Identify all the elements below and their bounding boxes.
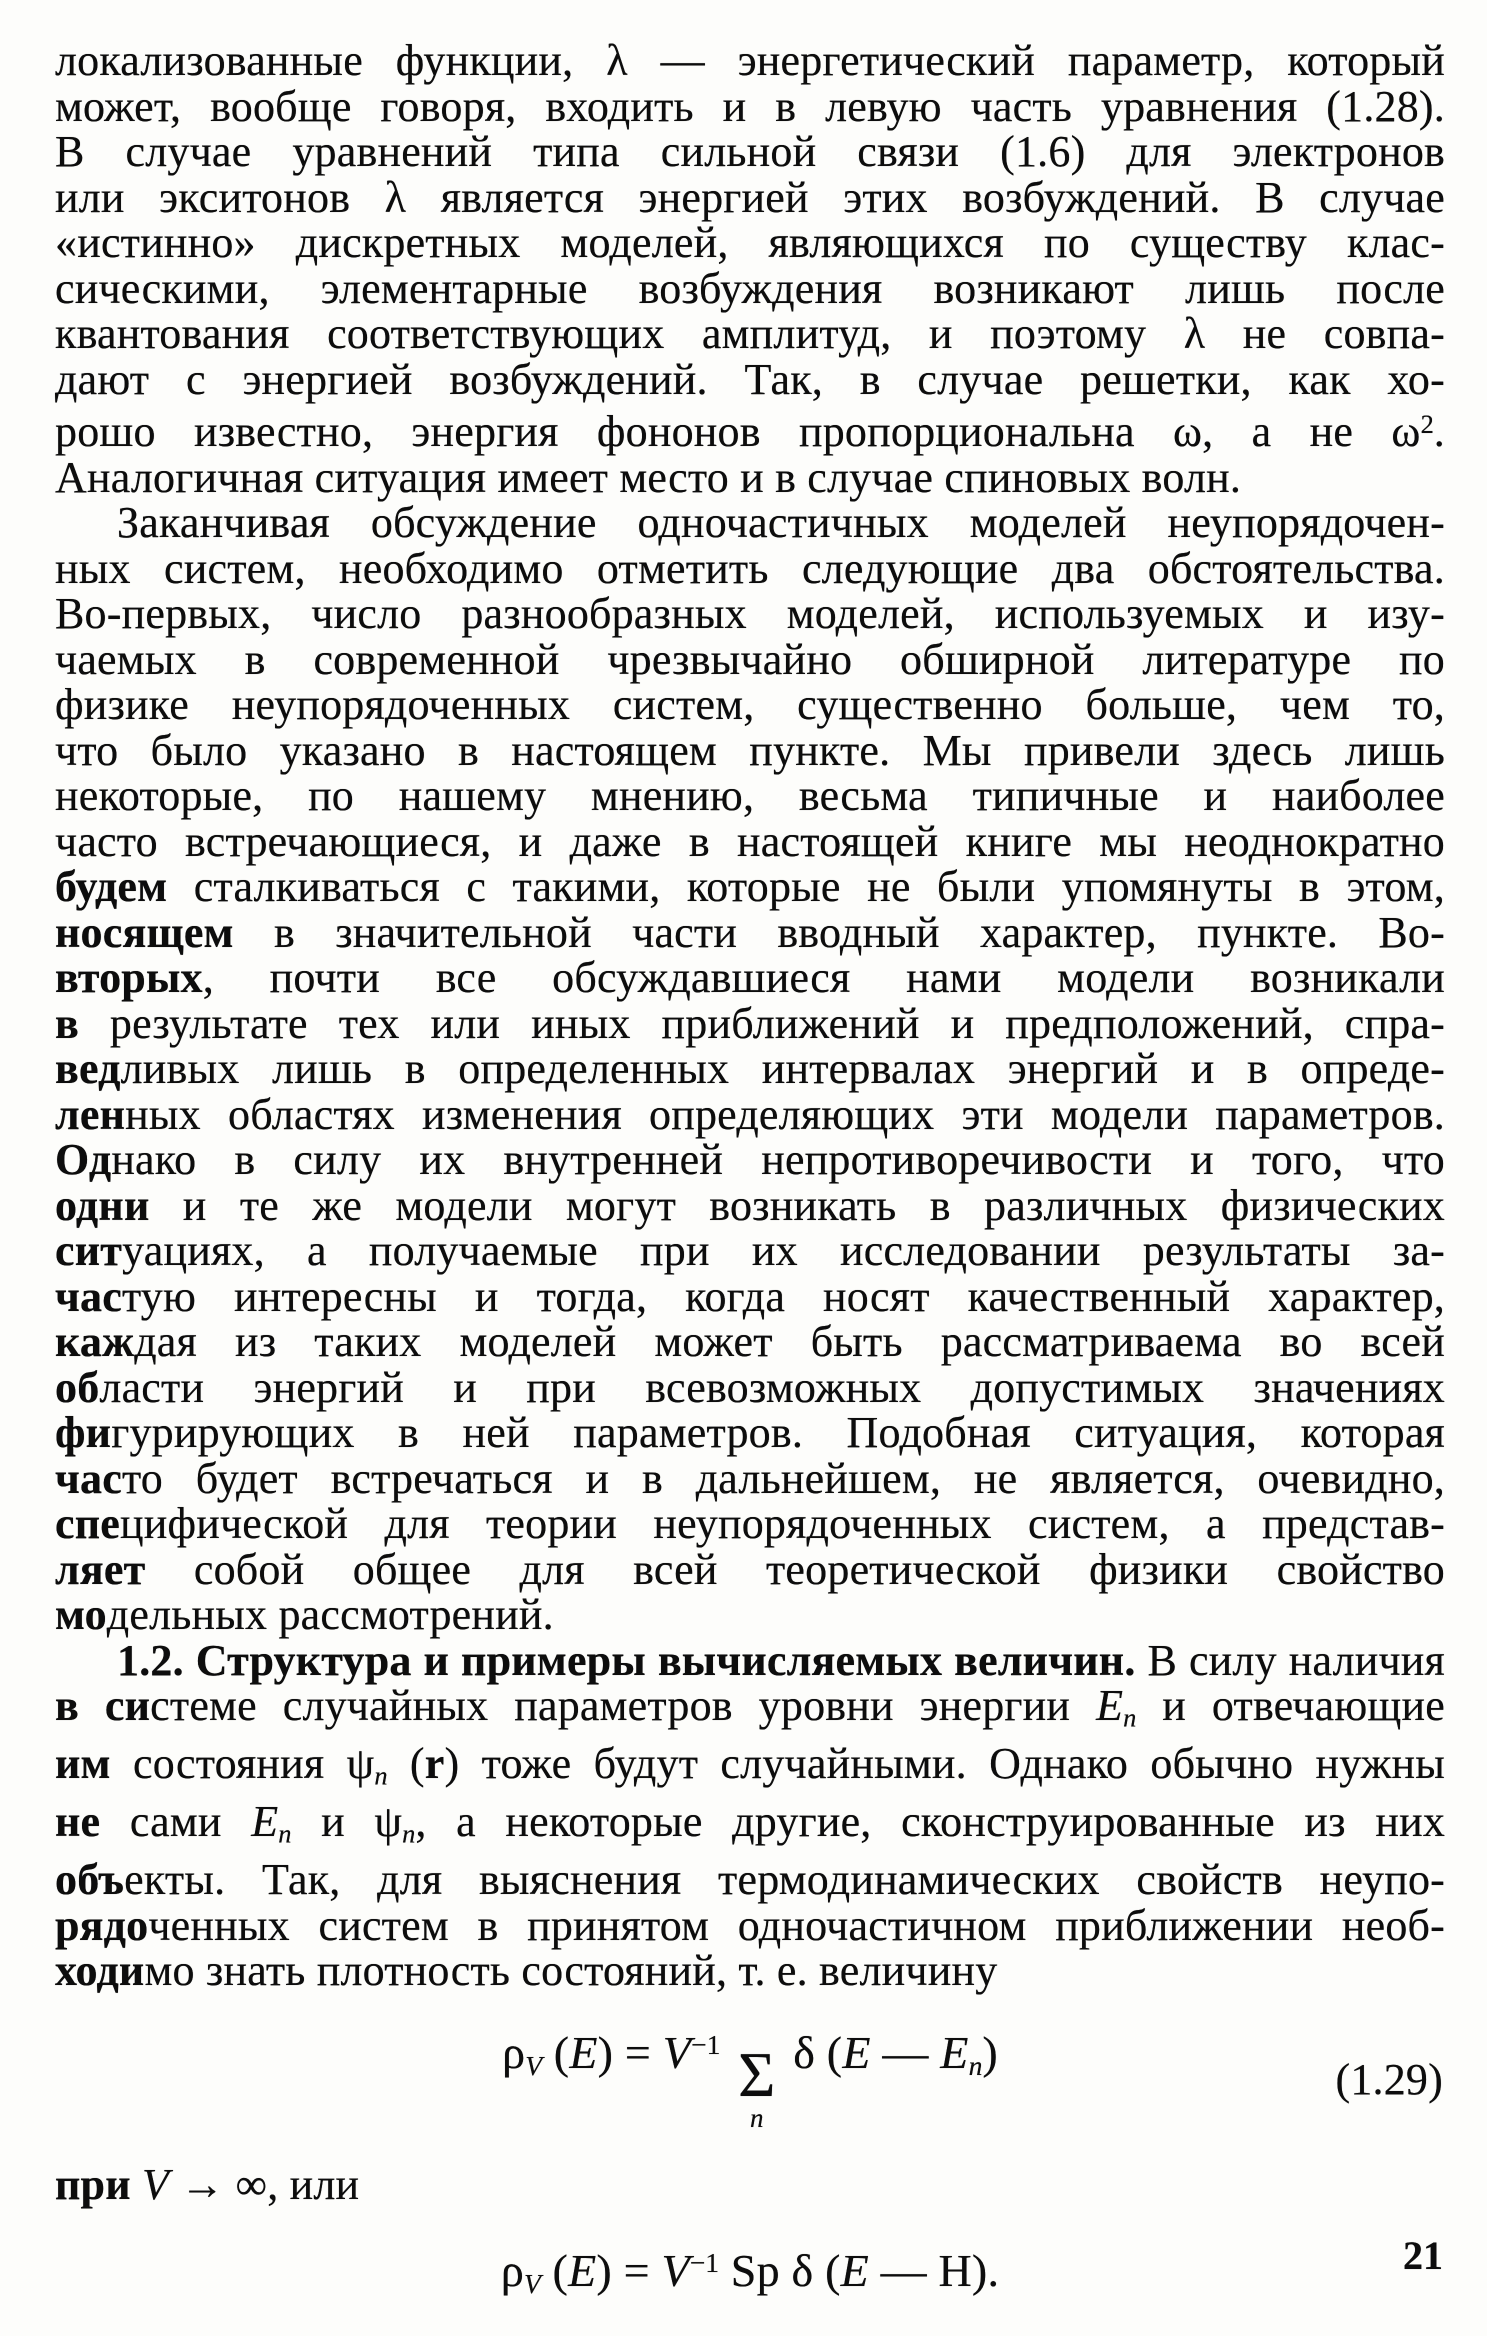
text-run: ) = [596, 2244, 662, 2296]
paragraph [55, 38, 1445, 500]
text-run: −1 [689, 2247, 720, 2279]
text-run: n [278, 1818, 292, 1849]
text-run: дают с энергией возбуждений. Так, в случае решетки, как хо- [55, 354, 1445, 404]
text-run: ных областях изменения определяющих эти модели параметров. [125, 1089, 1445, 1139]
text-run: n [374, 1760, 388, 1791]
text-run: состояния ψ [110, 1739, 375, 1789]
text-line [55, 1180, 1445, 1230]
text-run: час [55, 1271, 122, 1321]
text-line [55, 1137, 1445, 1183]
text-run: рошо известно, энергия фононов пропорциональна ω, а не ω [55, 407, 1421, 457]
text-run: вторых [55, 953, 203, 1003]
text-run: Заканчивая обсуждение одночастичных моделей неупорядочен- [117, 498, 1445, 548]
text-line [55, 172, 1445, 222]
text-run: носящем [55, 907, 234, 957]
text-run: Во-первых, число разнообразных моделей, используемых и изу- [55, 589, 1445, 639]
text-run: Аналогичная ситуация имеет место и в случае спиновых волн. [55, 452, 1242, 502]
text-run: — H). [868, 2244, 1000, 2296]
text-line [55, 634, 1445, 684]
text-run: V [525, 2049, 543, 2081]
text-line [55, 452, 1445, 502]
text-run: и отвечающие [1136, 1681, 1445, 1731]
text-line [55, 354, 1445, 404]
text-run: часто встречающиеся, и даже в настоящей книге мы неоднократно [55, 816, 1445, 866]
text-run: E [251, 1797, 279, 1847]
text-line [55, 816, 1445, 866]
text-line [55, 1857, 1445, 1903]
text-run: фи [55, 1408, 112, 1458]
text-line [55, 1799, 1445, 1857]
text-run: рядо [55, 1900, 149, 1950]
text-line [55, 1948, 1445, 1994]
text-line [55, 1683, 1445, 1741]
text-column [55, 38, 1445, 2299]
text-run: 2 [1420, 409, 1434, 439]
text-run [131, 2160, 142, 2209]
equation-number: (1.29) [1335, 2054, 1443, 2104]
text-line [55, 1362, 1445, 1412]
text-run: ) [982, 2026, 998, 2078]
text-run: объ [55, 1855, 125, 1905]
text-line [55, 955, 1445, 1001]
text-run: ( [542, 2026, 570, 2078]
text-run: E [842, 2026, 871, 2078]
text-line [55, 1271, 1445, 1321]
text-run: — [870, 2026, 941, 2078]
text-run: −1 [691, 2029, 721, 2061]
text-run: сит [55, 1226, 123, 1276]
text-run: лен [55, 1089, 126, 1139]
text-run: → ∞, или [169, 2160, 360, 2210]
text-run: при [55, 2160, 131, 2210]
text-line [55, 998, 1445, 1048]
text-run: дая из таких моделей может быть рассматриваема во всей [134, 1317, 1445, 1367]
paragraph [55, 2162, 1445, 2208]
text-line [55, 1741, 1445, 1799]
text-run: об [55, 1362, 100, 1412]
text-run: может, вообще говоря, входить и в левую часть уравнения (1.28). [55, 81, 1445, 131]
text-run: или экситонов λ является энергией этих возбуждений. В случае [55, 172, 1445, 222]
text-run: то будет встречаться и в дальнейшем, не является, очевидно, [121, 1453, 1445, 1503]
text-run [720, 2027, 732, 2078]
text-line [55, 38, 1445, 84]
text-run: ных систем, необходимо отметить следующие два обстоятельства. [55, 543, 1445, 593]
text-run: В силу наличия [1135, 1635, 1445, 1685]
text-line [55, 1544, 1445, 1594]
text-run: вед [55, 1044, 121, 1094]
text-run: екты. Так, для выяснения термодинамических свойств неупо- [124, 1855, 1445, 1905]
text-line [55, 1501, 1445, 1547]
text-line [55, 1046, 1445, 1092]
text-run: E [1096, 1681, 1124, 1731]
text-run: ченных систем в принятом одночастичном приближении необ- [148, 1900, 1445, 1950]
text-run: ливых лишь в определенных интервалах энергий и в опреде- [120, 1044, 1445, 1094]
text-run: сталкиваться с такими, которые не были упомянуты в этом, [167, 862, 1445, 912]
text-run: «истинно» дискретных моделей, являющихся по существу клас- [55, 218, 1445, 267]
text-run: E [568, 2244, 597, 2296]
text-run: ) тоже будут случайными. Однако обычно нужны [444, 1739, 1445, 1789]
text-run: . [1433, 407, 1445, 457]
text-run: , а некоторые другие, сконструированные из них [415, 1797, 1446, 1847]
paragraph [55, 1635, 1446, 1996]
text-run: ) = [597, 2026, 663, 2078]
text-run: цифической для теории неупорядоченных систем, а представ- [120, 1499, 1445, 1549]
text-run: нако в силу их внутренней непротиворечивости и того, что [111, 1135, 1445, 1185]
text-run: ( [540, 2244, 569, 2296]
summation-index: n [749, 2103, 764, 2134]
text-line [55, 129, 1445, 175]
text-run: час [55, 1453, 122, 1503]
text-run: квантования соответствующих амплитуд, и поэтому λ не совпа- [55, 309, 1445, 358]
text-run: r [424, 1739, 445, 1789]
text-run: n [402, 1818, 416, 1849]
text-run: E [569, 2026, 598, 2078]
text-run: результате тех или иных приближений и предположений, спра- [78, 998, 1445, 1048]
text-run: , почти все обсуждавшиеся нами модели возникали [202, 953, 1445, 1003]
text-line [55, 682, 1445, 728]
equation-body [501, 2246, 999, 2299]
text-run: мо знать плотность состояний, т. е. величину [144, 1946, 998, 1996]
text-run: физике неупорядоченных систем, существенно больше, чем то, [55, 680, 1445, 730]
page-number: 21 [1403, 2233, 1443, 2278]
text-run: ласти энергий и при всевозможных допустимых значениях [99, 1362, 1445, 1412]
text-line [55, 311, 1445, 357]
sigma-glyph: Σ [738, 2039, 776, 2111]
text-line [55, 1228, 1445, 1274]
summation-sigma-icon [738, 2039, 776, 2134]
text-run: ляет [55, 1544, 146, 1594]
text-run: некоторые, по нашему мнению, весьма типичные и наиболее [55, 771, 1445, 821]
text-run: В случае уравнений типа сильной связи (1.6) для электронов [55, 127, 1445, 176]
text-line [55, 1635, 1445, 1685]
text-run: тую интересны и тогда, когда носят качественный характер, [121, 1271, 1445, 1321]
text-run: локализованные функции, λ — энергетический параметр, который [55, 36, 1445, 85]
text-run: стеме случайных параметров уровни энергии [150, 1681, 1097, 1731]
text-run: δ ( [781, 2026, 843, 2078]
text-line [55, 725, 1445, 775]
text-run: ходи [55, 1946, 145, 1996]
text-run: Sp δ ( [719, 2244, 841, 2296]
text-run: что было указано в настоящем пункте. Мы привели здесь лишь [55, 725, 1445, 775]
text-run: V [523, 2267, 541, 2299]
text-line [55, 402, 1445, 455]
text-line [55, 81, 1445, 131]
text-run: n [1123, 1702, 1137, 1733]
text-run: чаемых в современной чрезвычайно обширной литературе по [55, 634, 1445, 684]
text-run: каж [55, 1317, 135, 1367]
text-run: дельных рассмотрений. [106, 1590, 554, 1640]
equation [55, 2028, 1445, 2132]
text-run: ρ [500, 2244, 524, 2296]
text-run: в си [55, 1681, 151, 1731]
text-run: гурирующих в ней параметров. Подобная ситуация, которая [111, 1408, 1445, 1458]
text-run: собой общее для всей теоретической физики свойство [145, 1544, 1445, 1594]
text-run: E [840, 2244, 869, 2296]
text-run: ρ [502, 2026, 526, 2078]
text-run: спе [55, 1499, 121, 1549]
text-line [55, 773, 1445, 819]
text-run: будем [55, 862, 168, 912]
text-run: уациях, а получаемые при их исследовании результаты за- [122, 1226, 1445, 1276]
equation [55, 2246, 1445, 2299]
text-run: не [55, 1797, 101, 1847]
text-run: 1.2. Структура и примеры вычисляемых величин. [117, 1635, 1136, 1685]
text-line [55, 2162, 1445, 2208]
text-line [55, 1592, 1445, 1638]
text-line [55, 220, 1445, 266]
text-run: ( [387, 1739, 425, 1789]
equation-body [502, 2028, 998, 2132]
text-run: и те же модели могут возникать в различных физических [149, 1180, 1445, 1230]
text-run: сами [100, 1797, 252, 1847]
text-line [55, 500, 1445, 546]
text-line [55, 864, 1445, 910]
text-line [55, 1453, 1445, 1503]
text-run: V [662, 2026, 692, 2078]
text-line [55, 263, 1445, 313]
text-line [55, 591, 1445, 637]
text-run: одни [55, 1180, 150, 1230]
text-run: сическими, элементарные возбуждения возникают лишь после [55, 263, 1445, 313]
text-line [55, 543, 1445, 593]
text-line [55, 1900, 1445, 1950]
text-line [55, 1089, 1445, 1139]
text-run: V [141, 2160, 170, 2210]
text-line [55, 907, 1445, 957]
text-run: V [661, 2244, 690, 2296]
text-line [55, 1319, 1445, 1365]
text-run: мо [55, 1590, 107, 1640]
text-run: E [940, 2026, 969, 2078]
text-line [55, 1410, 1445, 1456]
text-run: Од [55, 1135, 112, 1185]
text-run: им [55, 1739, 111, 1789]
paragraph [55, 500, 1445, 1638]
text-run: в [55, 998, 79, 1048]
text-run: и ψ [291, 1797, 403, 1847]
text-run: в значительной части вводный характер, пункте. Во- [233, 907, 1445, 957]
text-run: n [968, 2049, 983, 2081]
